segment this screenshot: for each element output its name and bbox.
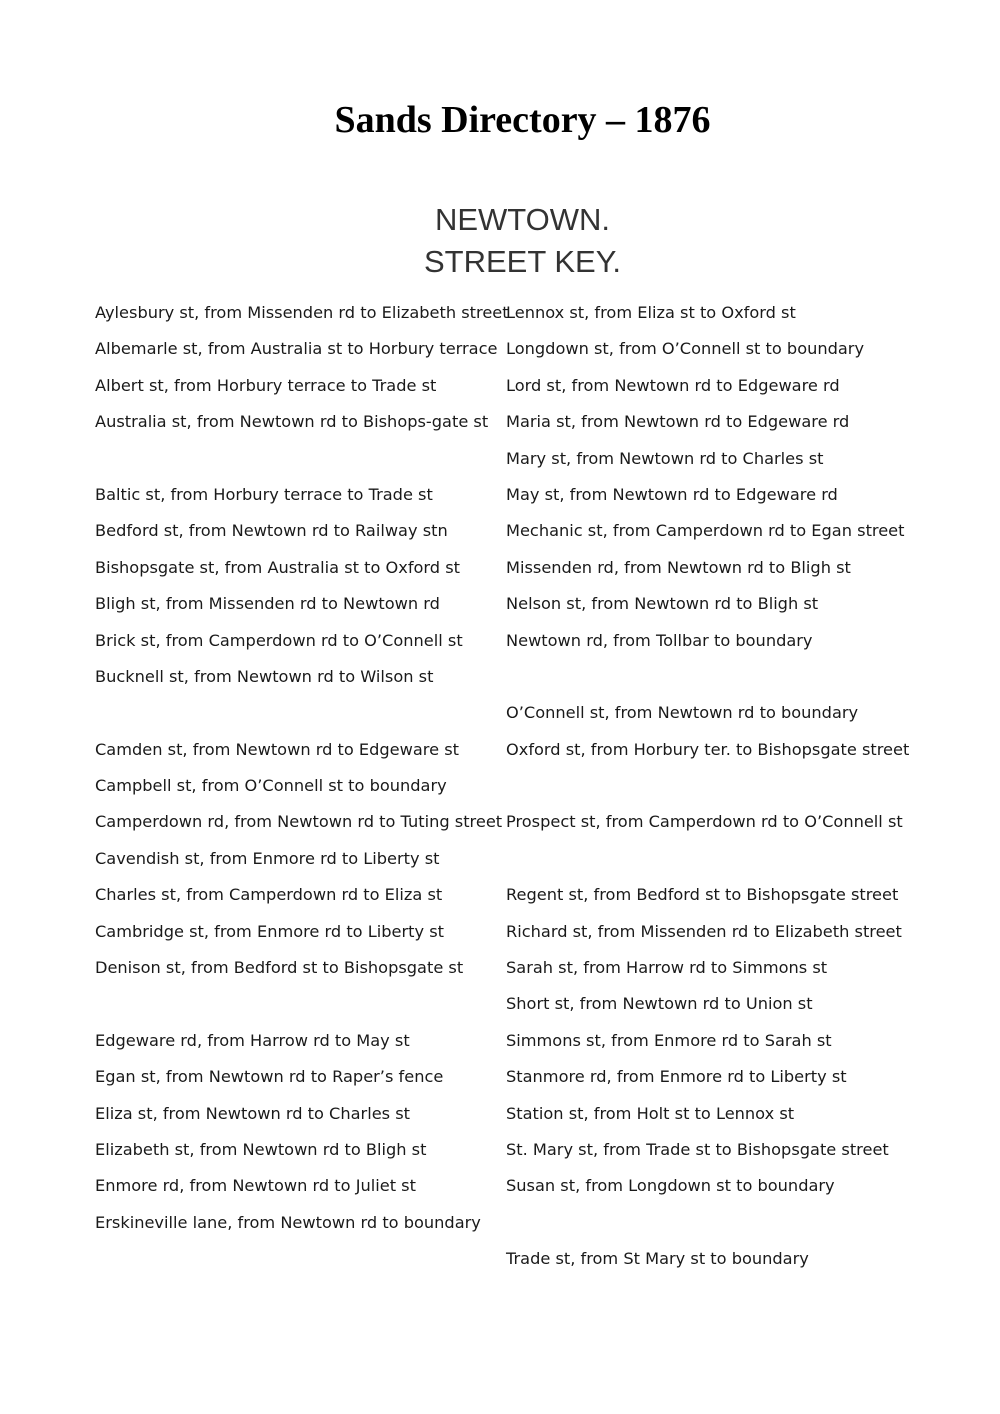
section-heading-street-key: STREET KEY.: [424, 244, 621, 279]
street-entry: Regent st, from Bedford st to Bishopsgate street: [506, 885, 899, 905]
street-entry: Mechanic st, from Camperdown rd to Egan street: [506, 521, 905, 541]
street-entry: Campbell st, from O’Connell st to boundary: [95, 776, 447, 796]
blank-row: [95, 991, 500, 1027]
street-entry: Albert st, from Horbury terrace to Trade st: [95, 375, 437, 395]
street-entry: Sarah st, from Harrow rd to Simmons st: [506, 958, 828, 978]
street-entry: Bishopsgate st, from Australia st to Oxford st: [95, 557, 461, 577]
street-entry: Albemarle st, from Australia st to Horbury terrace: [95, 339, 498, 359]
blank-row: [506, 773, 946, 809]
street-entry: Oxford st, from Horbury ter. to Bishopsgate street: [506, 739, 910, 759]
blank-row: [506, 664, 946, 700]
street-entry: Richard st, from Missenden rd to Elizabeth street: [506, 921, 902, 941]
street-entry: Elizabeth st, from Newtown rd to Bligh st: [95, 1139, 427, 1159]
street-entry: Mary st, from Newtown rd to Charles st: [506, 448, 824, 468]
street-entry: Newtown rd, from Tollbar to boundary: [506, 630, 813, 650]
street-entry: May st, from Newtown rd to Edgeware rd: [506, 484, 838, 504]
street-entry: Eliza st, from Newtown rd to Charles st: [95, 1103, 411, 1123]
street-entry: Susan st, from Longdown st to boundary: [506, 1176, 835, 1196]
street-entry: Missenden rd, from Newtown rd to Bligh st: [506, 557, 851, 577]
street-entry: Prospect st, from Camperdown rd to O’Connell st: [506, 812, 903, 832]
street-entry: Egan st, from Newtown rd to Raper’s fence: [95, 1067, 444, 1087]
street-entry: Bedford st, from Newtown rd to Railway stn: [95, 521, 448, 541]
street-entry: Bligh st, from Missenden rd to Newtown rd: [95, 594, 440, 614]
page-title: Sands Directory – 1876: [334, 99, 711, 141]
street-entry: Cambridge st, from Enmore rd to Liberty st: [95, 921, 444, 941]
street-entry: Trade st, from St Mary st to boundary: [506, 1249, 809, 1269]
street-entry: Brick st, from Camperdown rd to O’Connell st: [95, 630, 463, 650]
street-list-right-column: [506, 300, 946, 1283]
street-entry: O’Connell st, from Newtown rd to boundary: [506, 703, 859, 723]
street-entry: Erskineville lane, from Newtown rd to boundary: [95, 1212, 481, 1232]
blank-row: [506, 846, 946, 882]
street-entry: Stanmore rd, from Enmore rd to Liberty st: [506, 1067, 847, 1087]
street-entry: Baltic st, from Horbury terrace to Trade st: [95, 484, 433, 504]
street-entry: Aylesbury st, from Missenden rd to Elizabeth street: [95, 303, 509, 322]
street-entry: Nelson st, from Newtown rd to Bligh st: [506, 594, 819, 614]
street-entry: Simmons st, from Enmore rd to Sarah st: [506, 1030, 832, 1050]
street-entry: Australia st, from Newtown rd to Bishops-gate st: [95, 412, 489, 432]
section-heading-newtown: NEWTOWN.: [434, 202, 611, 237]
street-entry: St. Mary st, from Trade st to Bishopsgate street: [506, 1139, 889, 1159]
street-entry: Camperdown rd, from Newtown rd to Tuting street: [95, 812, 503, 832]
street-entry: Longdown st, from O’Connell st to boundary: [506, 339, 865, 359]
street-entry: Denison st, from Bedford st to Bishopsgate st: [95, 958, 464, 978]
street-entry: Lord st, from Newtown rd to Edgeware rd: [506, 375, 840, 395]
street-entry: Charles st, from Camperdown rd to Eliza st: [95, 885, 443, 905]
street-entry: Bucknell st, from Newtown rd to Wilson st: [95, 666, 434, 686]
street-entry: Maria st, from Newtown rd to Edgeware rd: [506, 412, 850, 432]
street-entry: Station st, from Holt st to Lennox st: [506, 1103, 795, 1123]
street-entry: Enmore rd, from Newtown rd to Juliet st: [95, 1176, 416, 1196]
blank-row: [506, 1210, 946, 1246]
street-entry: Camden st, from Newtown rd to Edgeware st: [95, 739, 459, 759]
street-entry: Short st, from Newtown rd to Union st: [506, 994, 813, 1014]
blank-row: [95, 446, 500, 482]
street-entry: Lennox st, from Eliza st to Oxford st: [506, 303, 796, 322]
street-entry: Cavendish st, from Enmore rd to Liberty st: [95, 848, 440, 868]
street-entry: Edgeware rd, from Harrow rd to May st: [95, 1030, 410, 1050]
street-list-left-column: [95, 300, 509, 1246]
blank-row: [95, 700, 500, 736]
